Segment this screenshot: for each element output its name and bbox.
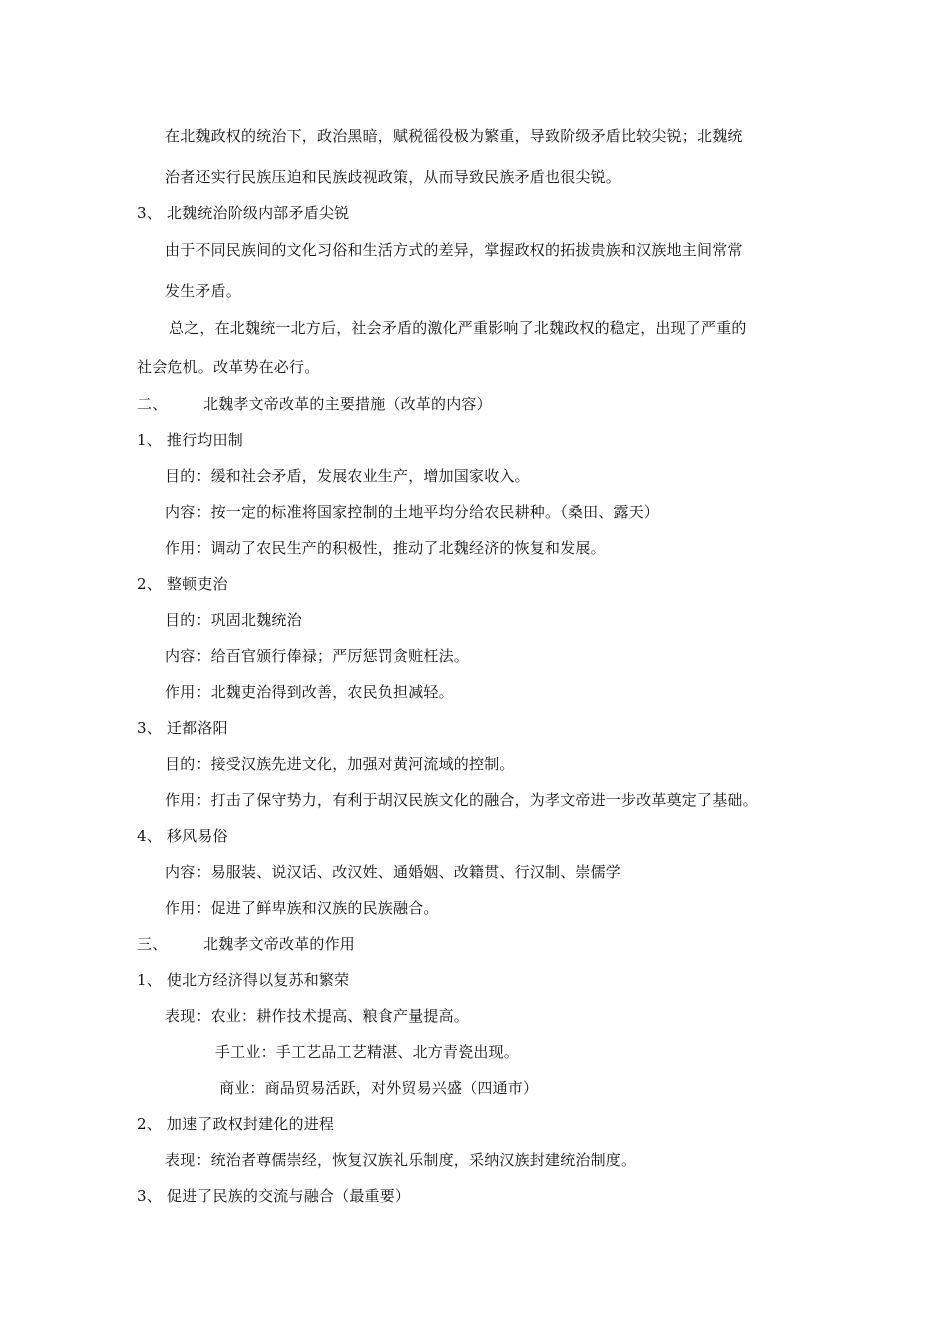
subheading-2: 2、 整顿吏治 — [137, 575, 228, 593]
section-heading-2: 北魏孝文帝改革的主要措施（改革的内容） — [203, 395, 492, 413]
paragraph-line: 作用：打击了保守势力，有利于胡汉民族文化的融合，为孝文帝进一步改革奠定了基础。 — [165, 791, 758, 809]
paragraph-line: 发生矛盾。 — [165, 282, 242, 300]
subheading-3b: 3、 迁都洛阳 — [137, 719, 228, 737]
section-number-3: 三、 — [137, 935, 168, 953]
paragraph-line: 由于不同民族间的文化习俗和生活方式的差异，掌握政权的拓拔贵族和汉族地主间常常 — [165, 241, 743, 259]
paragraph-line: 治者还实行民族压迫和民族歧视政策，从而导致民族矛盾也很尖锐。 — [165, 168, 622, 186]
paragraph-line: 表现：农业：耕作技术提高、粮食产量提高。 — [165, 1007, 470, 1025]
paragraph-line: 作用：调动了农民生产的积极性，推动了北魏经济的恢复和发展。 — [165, 539, 606, 557]
paragraph-line: 内容：易服装、说汉话、改汉姓、通婚姻、改籍贯、行汉制、崇儒学 — [165, 863, 622, 881]
subheading-3: 3、 北魏统治阶级内部矛盾尖锐 — [137, 204, 350, 222]
paragraph-line: 作用：促进了鲜卑族和汉族的民族融合。 — [165, 899, 439, 917]
subheading-4: 4、 移风易俗 — [137, 827, 228, 845]
paragraph-line: 目的：接受汉族先进文化，加强对黄河流域的控制。 — [165, 755, 515, 773]
paragraph-line: 手工业：手工艺品工艺精湛、北方青瓷出现。 — [215, 1043, 520, 1061]
paragraph-line: 作用：北魏吏治得到改善，农民负担减轻。 — [165, 683, 454, 701]
paragraph-line: 商业：商品贸易活跃，对外贸易兴盛（四通市） — [219, 1079, 539, 1097]
section-number-2: 二、 — [137, 395, 168, 413]
subheading-3c: 3、 促进了民族的交流与融合（最重要） — [137, 1187, 411, 1205]
subheading-1: 1、 推行均田制 — [137, 431, 243, 449]
subheading-1b: 1、 使北方经济得以复苏和繁荣 — [137, 971, 350, 989]
summary-line: 社会危机。改革势在必行。 — [137, 358, 320, 376]
paragraph-line: 目的：巩固北魏统治 — [165, 611, 302, 629]
paragraph-line: 目的：缓和社会矛盾，发展农业生产，增加国家收入。 — [165, 467, 530, 485]
paragraph-line: 内容：按一定的标准将国家控制的土地平均分给农民耕种。（桑田、露天） — [165, 503, 660, 521]
paragraph-line: 内容：给百官颁行俸禄；严厉惩罚贪赃枉法。 — [165, 647, 470, 665]
subheading-2b: 2、 加速了政权封建化的进程 — [137, 1115, 335, 1133]
paragraph-line: 在北魏政权的统治下，政治黑暗，赋税徭役极为繁重，导致阶级矛盾比较尖锐；北魏统 — [165, 127, 743, 145]
section-heading-3: 北魏孝文帝改革的作用 — [203, 935, 356, 953]
paragraph-line: 表现：统治者尊儒崇经，恢复汉族礼乐制度，采纳汉族封建统治制度。 — [165, 1151, 637, 1169]
summary-line: 总之，在北魏统一北方后，社会矛盾的激化严重影响了北魏政权的稳定，出现了严重的 — [169, 319, 747, 337]
